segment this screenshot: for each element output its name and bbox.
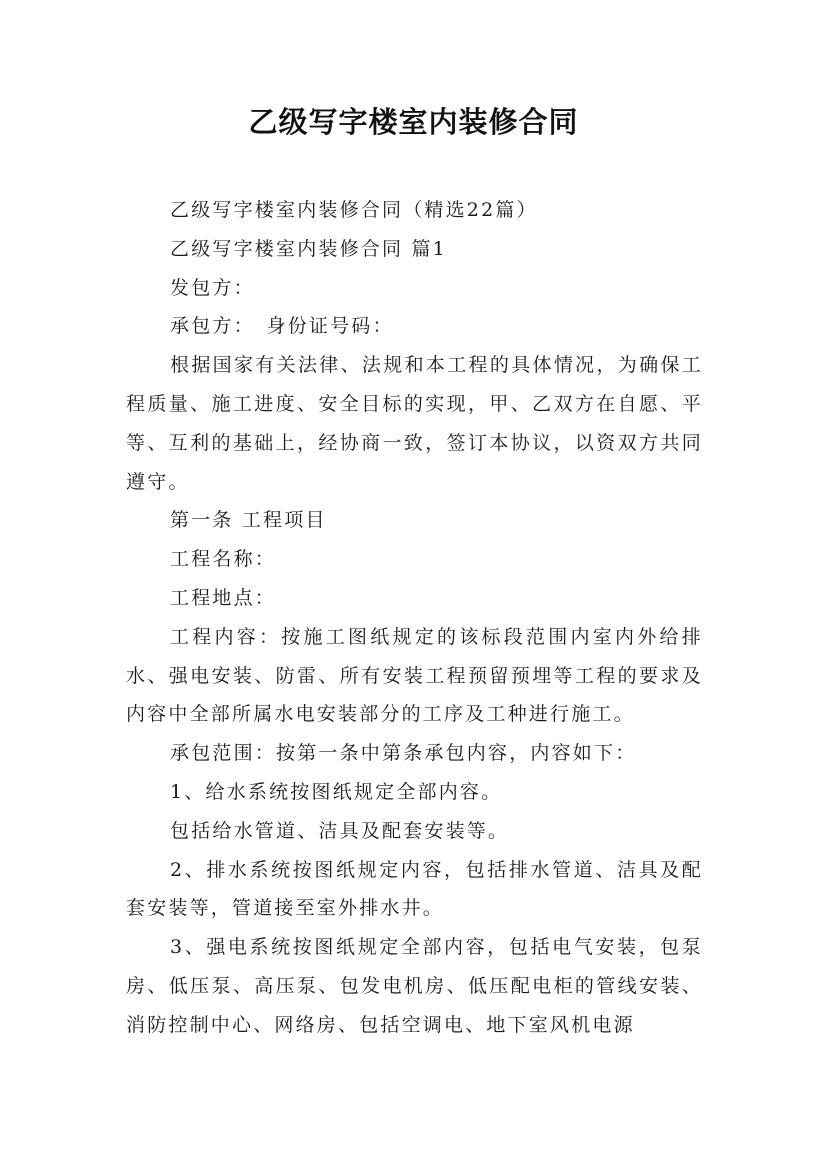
paragraph-item-1: 1、给水系统按图纸规定全部内容。 [170,780,503,803]
paragraph-subtitle: 乙级写字楼室内装修合同（精选22篇） [170,199,538,221]
paragraph-article-one: 第一条 工程项目 [170,509,327,532]
document-body [126,191,703,1045]
paragraph-contractor: 承包方： 身份证号码： [170,315,394,338]
paragraph-project-location: 工程地点： [170,586,277,609]
paragraph-employer: 发包方： [170,276,255,299]
paragraph-item-1-detail: 包括给水管道、洁具及配套安装等。 [170,819,510,842]
paragraph-scope: 承包范围：按第一条中第条承包内容，内容如下： [170,742,637,765]
paragraph-project-content: 工程内容：按施工图纸规定的该标段范围内室内外给排水、强电安装、防雷、所有安装工程预留预埋等工程的要求及内容中全部所属水电安装部分的工序及工种进行施工。 [126,625,703,726]
paragraph-project-name: 工程名称： [170,548,277,571]
paragraph-section-heading: 乙级写字楼室内装修合同 篇1 [170,237,447,260]
paragraph-item-2: 2、排水系统按图纸规定内容，包括排水管道、洁具及配套安装等，管道接至室外排水井。 [126,858,703,920]
paragraph-preamble: 根据国家有关法律、法规和本工程的具体情况，为确保工程质量、施工进度、安全目标的实现，甲、乙双方在自愿、平等、互利的基础上，经协商一致，签订本协议，以资双方共同遵守。 [126,354,703,493]
document-title: 乙级写字楼室内装修合同 [248,105,579,139]
paragraph-item-3: 3、强电系统按图纸规定全部内容，包括电气安装，包泵房、低压泵、高压泵、包发电机房、低压配电柜的管线安装、消防控制中心、网络房、包括空调电、地下室风机电源 [126,936,703,1036]
